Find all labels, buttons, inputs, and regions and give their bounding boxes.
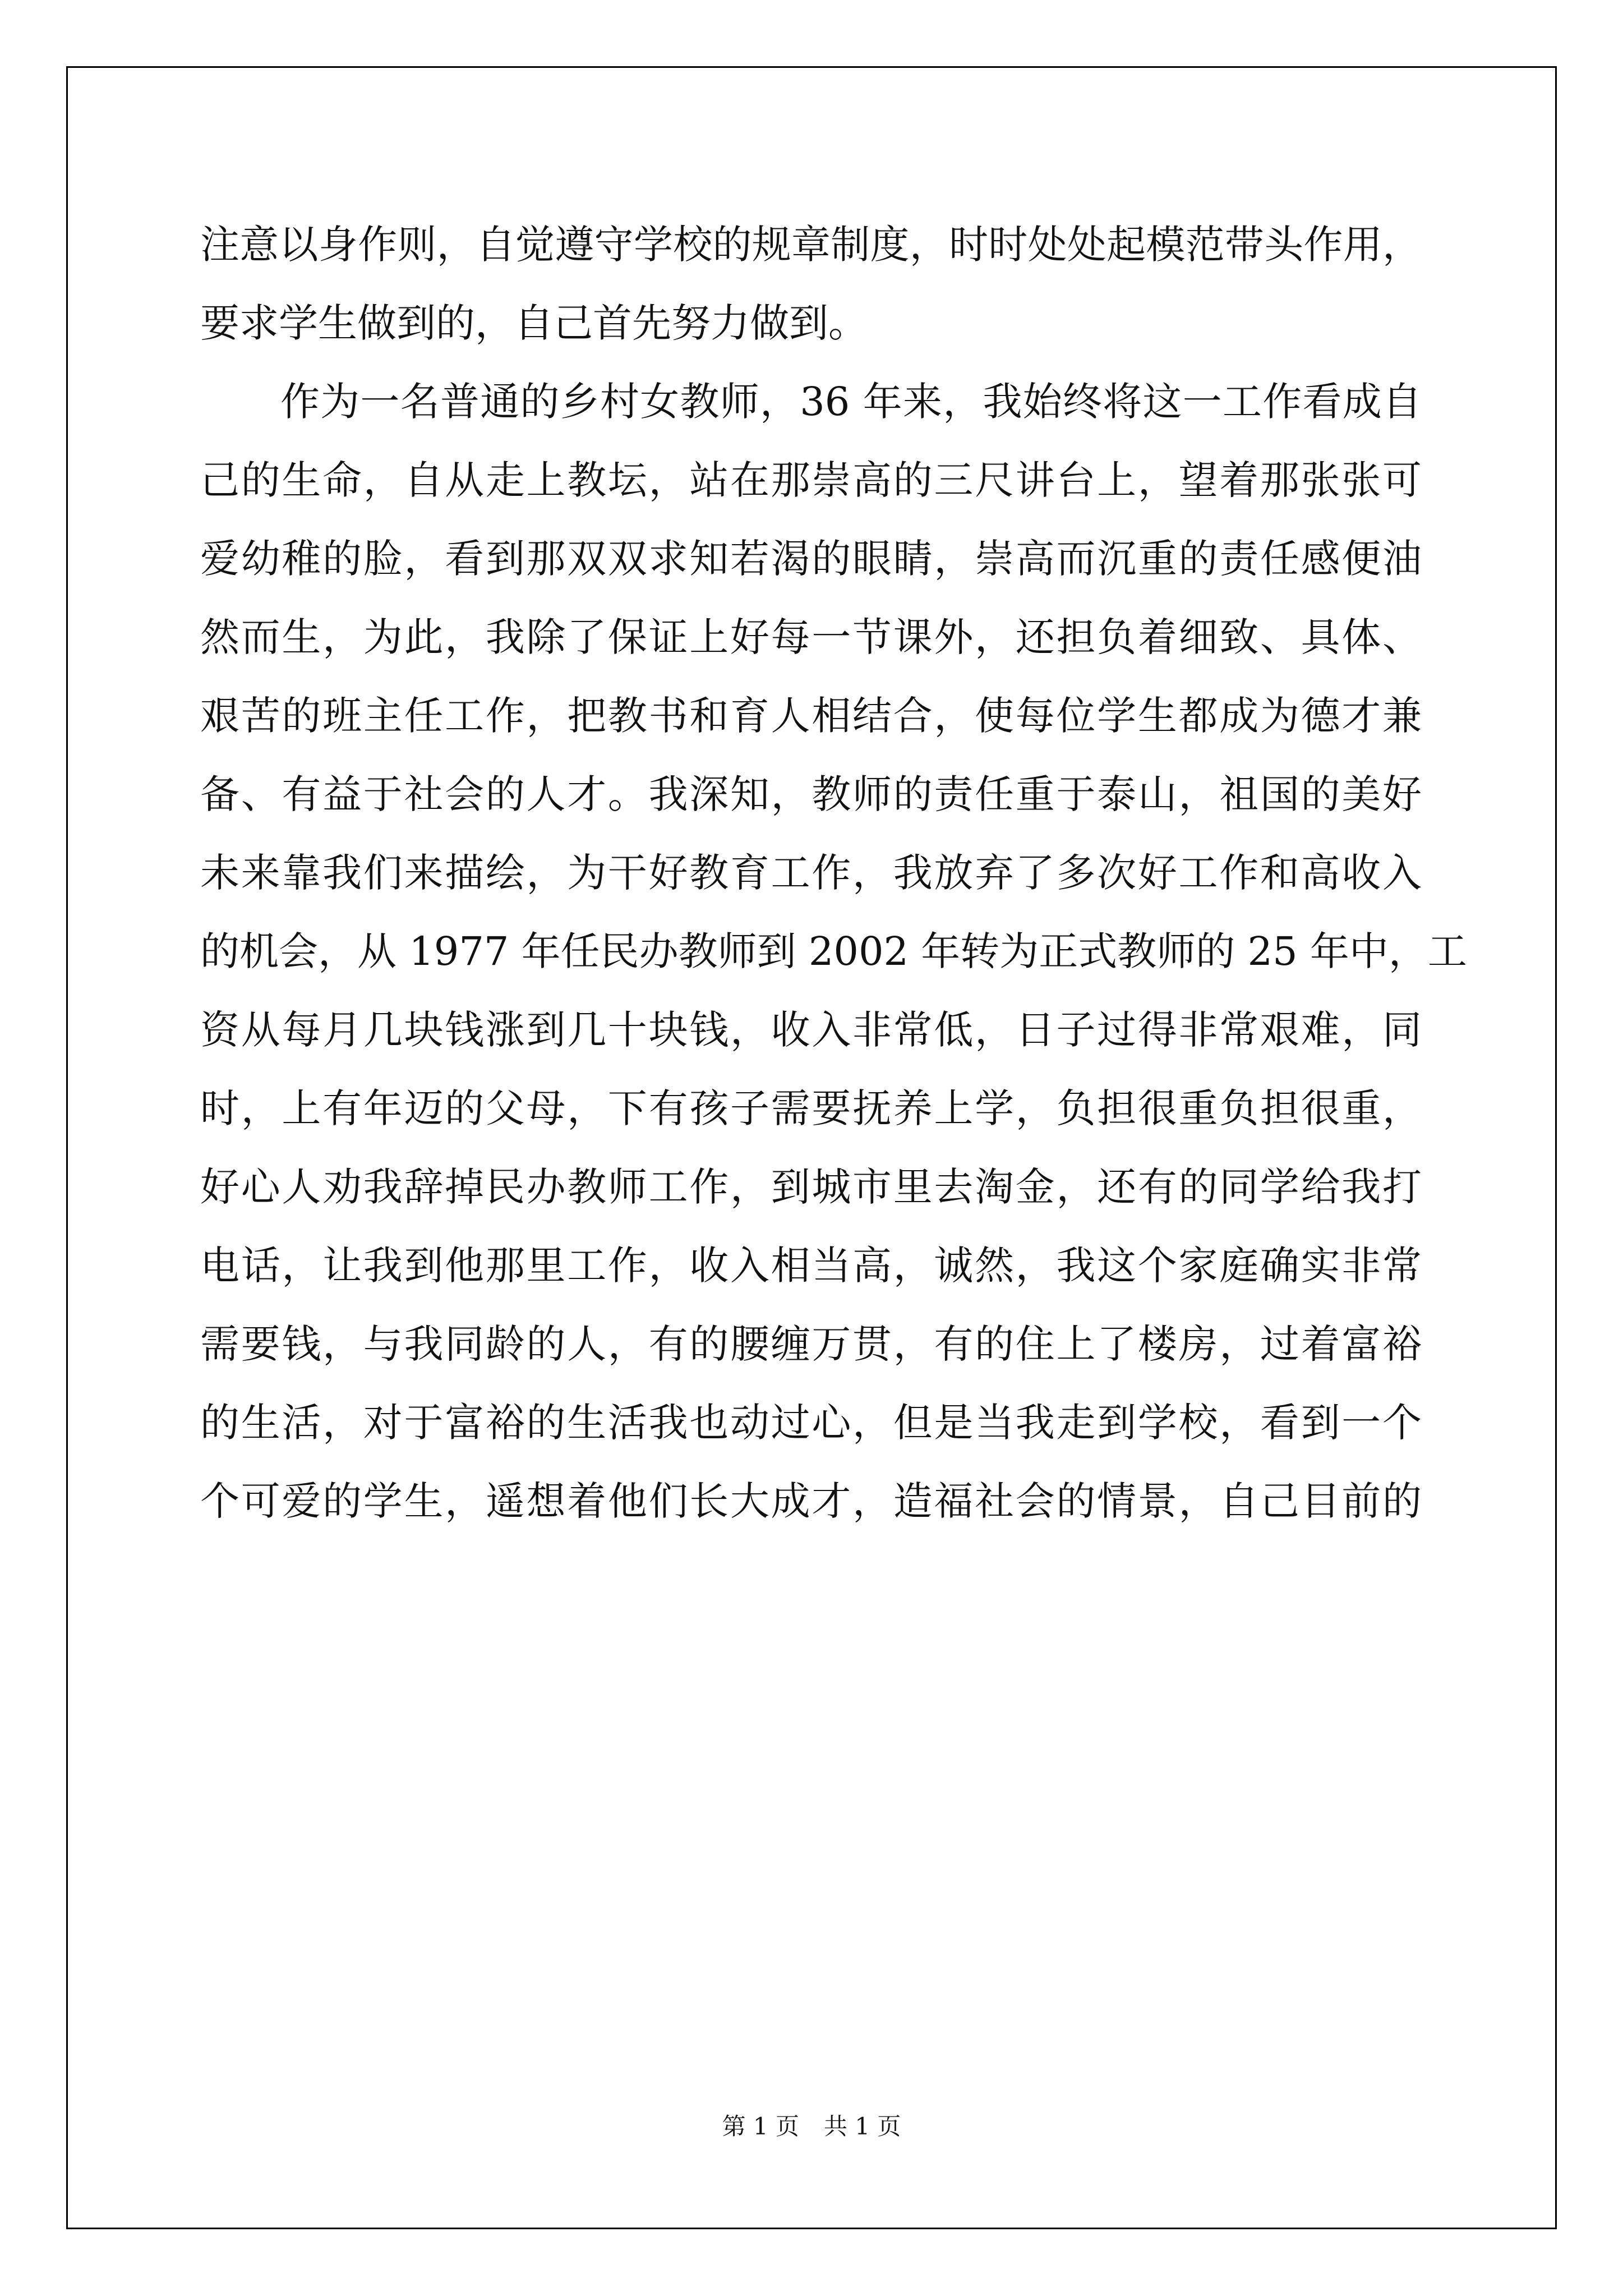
text-line: 己的生命，自从走上教坛，站在那崇高的三尺讲台上，望着那张张可 xyxy=(200,457,1422,503)
text-line: 需要钱，与我同龄的人，有的腰缠万贯，有的住上了楼房，过着富裕 xyxy=(200,1321,1422,1367)
page-footer xyxy=(0,2108,1623,2142)
text-line: 资从每月几块钱涨到几十块钱，收入非常低，日子过得非常艰难，同 xyxy=(200,1007,1422,1053)
text-line: 要求学生做到的，自己首先努力做到。 xyxy=(200,300,868,346)
text-line: 个可爱的学生，遥想着他们长大成才，造福社会的情景，自己目前的 xyxy=(200,1478,1422,1524)
page-number: 第 1 页 xyxy=(722,2113,799,2140)
page-total: 共 1 页 xyxy=(824,2113,901,2140)
text-line: 电话，让我到他那里工作，收入相当高，诚然，我这个家庭确实非常 xyxy=(200,1243,1422,1289)
text-line: 爱幼稚的脸，看到那双双求知若渴的眼睛，崇高而沉重的责任感便油 xyxy=(200,536,1422,582)
text-line: 注意以身作则，自觉遵守学校的规章制度，时时处处起模范带头作用， xyxy=(200,222,1422,268)
text-line: 的生活，对于富裕的生活我也动过心，但是当我走到学校，看到一个 xyxy=(200,1400,1422,1446)
text-line: 的机会，从 1977 年任民办教师到 2002 年转为正式教师的 25 年中，工 xyxy=(200,928,1467,974)
text-line: 好心人劝我辞掉民办教师工作，到城市里去淘金，还有的同学给我打 xyxy=(200,1164,1422,1210)
document-body xyxy=(200,205,1467,1540)
text-line: 未来靠我们来描绘，为干好教育工作，我放弃了多次好工作和高收入 xyxy=(200,850,1422,896)
text-line: 艰苦的班主任工作，把教书和育人相结合，使每位学生都成为德才兼 xyxy=(200,693,1422,739)
paragraph-first-line: 作为一名普通的乡村女教师，36 年来，我始终将这一工作看成自 xyxy=(280,379,1422,425)
text-line: 备、有益于社会的人才。我深知，教师的责任重于泰山，祖国的美好 xyxy=(200,771,1422,817)
text-line: 时，上有年迈的父母，下有孩子需要抚养上学，负担很重负担很重， xyxy=(200,1085,1422,1131)
text-line: 然而生，为此，我除了保证上好每一节课外，还担负着细致、具体、 xyxy=(200,614,1422,660)
